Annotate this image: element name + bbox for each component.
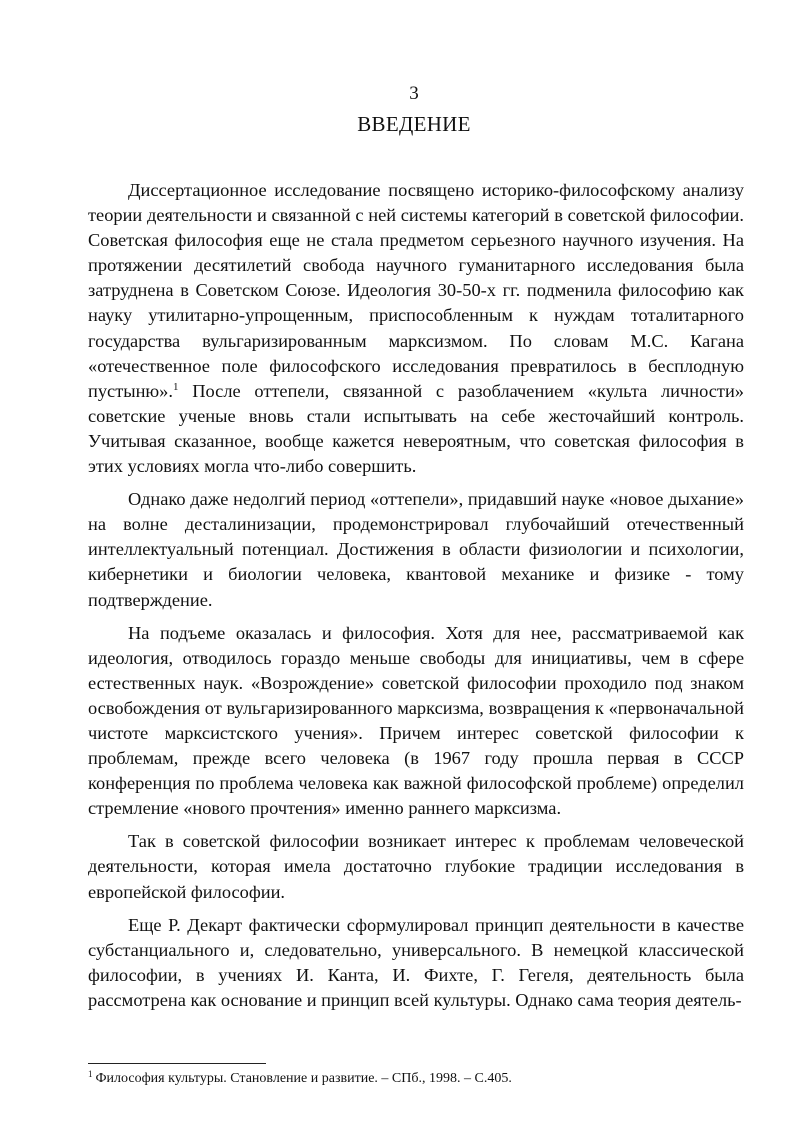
paragraph-3: На подъеме оказалась и философия. Хотя для нее, рассматриваемой как идеология, отводилось гораздо меньше свободы для инициативы, чем в сфере естественных наук. «Возрождение» советской философии проходило под знаком освобождения от вульгаризированного марксизма, возвращения к «первоначальной чистоте марксистского учения». Причем интерес советской философии к проблемам, прежде всего человека (в 1967 году прошла первая в СССР конференция по проблема человека как важной философской проблеме) определил стремление «нового прочтения» именно раннего марксизма.: [88, 622, 744, 819]
footnote-text: Философия культуры. Становление и развитие. – СПб., 1998. – С.405.: [95, 1071, 512, 1086]
paragraph-1: [88, 178, 744, 479]
footnote: [88, 1070, 744, 1088]
paragraph-4: Так в советской философии возникает интерес к проблемам человеческой деятельности, которая имела достаточно глубокие традиции исследования в европейской философии.: [88, 831, 744, 902]
paragraph-2: Однако даже недолгий период «оттепели», придавший науке «новое дыхание» на волне десталинизации, продемонстрировал глубочайший отечественный интеллектуальный потенциал. Достижения в области физиологии и психологии, кибернетики и биологии человека, квантовой механике и физике - тому подтверждение.: [88, 489, 744, 610]
body-text: [88, 178, 744, 1013]
page-number: 3: [409, 83, 419, 104]
paragraph-1-continuation: После оттепели, связанной с разоблачением «культа личности» советские ученые вновь стали испытывать на себе жесточайший контроль. Учитывая сказанное, вообще кажется невероятным, что советская философия в этих условиях могла что-либо совершить.: [88, 380, 744, 477]
paragraph-1-text: Диссертационное исследование посвящено историко-философскому анализу теории деятельности и связанной с ней системы категорий в советской философии. Советская философия еще не стала предметом серьезного научного изучения. На протяжении десятилетий свобода научного гуманитарного исследования была затруднена в Советском Союзе. Идеология 30-50-х гг. подменила философию как науку утилитарно-упрощенным, приспособленным к нуждам тоталитарного государства вульгаризированным марксизмом. По словам М.С. Кагана «отечественное поле философского исследования превратилось в бесплодную пустыню».: [88, 180, 744, 401]
footnote-reference: 1: [172, 380, 179, 393]
paragraph-5: Еще Р. Декарт фактически сформулировал принцип деятельности в качестве субстанциального и, следовательно, универсального. В немецкой классической философии, в учениях И. Канта, И. Фихте, Г. Гегеля, деятельность была рассмотрена как основание и принцип всей культуры. Однако сама теория деятель-: [88, 914, 744, 1010]
section-title: ВВЕДЕНИЕ: [357, 112, 471, 136]
footnote-marker: 1: [88, 1069, 93, 1079]
footnote-divider: [88, 1063, 266, 1064]
